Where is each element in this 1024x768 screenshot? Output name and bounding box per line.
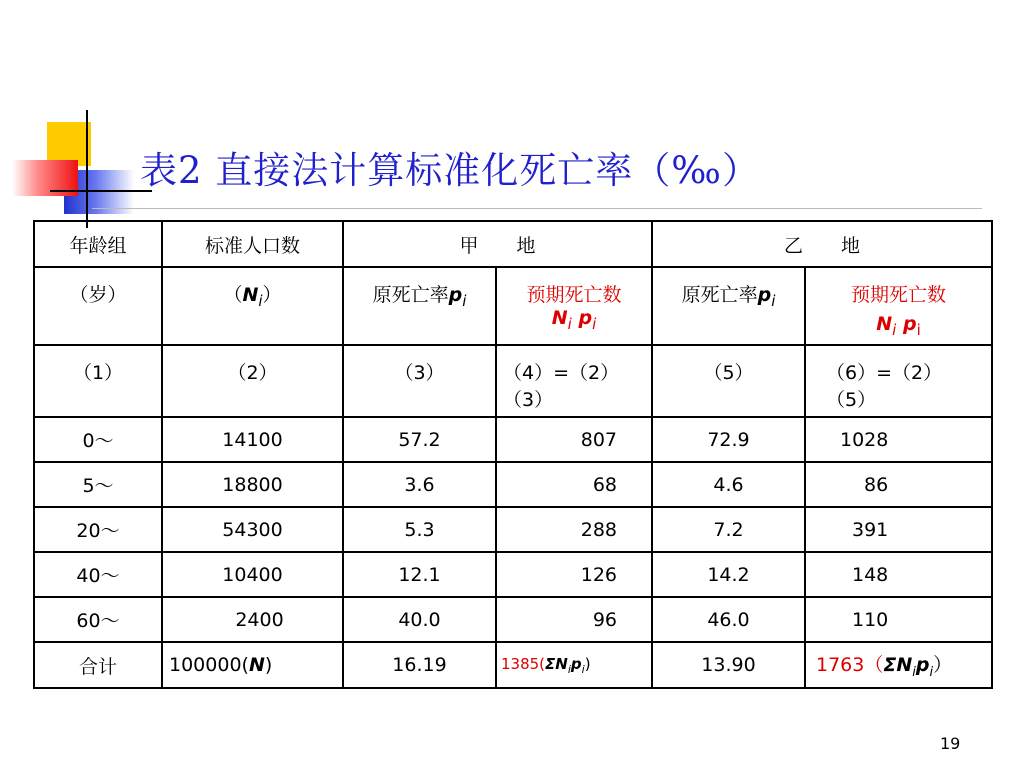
total-a-exp: $1385(\Sigma N_ip_i)$ [496,642,652,688]
paren-close: ） [262,284,282,306]
table-row [34,507,992,552]
a-exp-cell: 68 [496,462,652,507]
table-row [34,597,992,642]
a-exp-cell: 126 [496,552,652,597]
total-b-exp: $1763(\Sigma N_ip_i)$ [805,642,992,688]
b-exp-cell: 110 [805,597,992,642]
header-std-pop-symbol [162,267,343,345]
pop-cell: 18800 [162,462,343,507]
total-b-rate: 13.90 [652,642,805,688]
age-cell: 40～ [34,552,162,597]
total-a-rate: 16.19 [343,642,496,688]
col-index-6: （6）=（2） （5） [805,345,992,417]
b-rate-cell: 46.0 [652,597,805,642]
a-rate-sub: i [462,291,467,310]
a-expected-formula: $N_i$ $p_i$ [551,307,597,333]
pop-cell: 2400 [162,597,343,642]
table-row [34,462,992,507]
b-rate-cell: 14.2 [652,552,805,597]
header-std-pop: 标准人口数 [162,221,343,267]
header-a-expected [496,267,652,345]
header-age-group: 年龄组 [34,221,162,267]
pop-cell: 54300 [162,507,343,552]
standardization-table [33,220,993,689]
b-exp-cell: 86 [805,462,992,507]
col-index-3: （3） [343,345,496,417]
header-a-rate [343,267,496,345]
pop-cell: 10400 [162,552,343,597]
a-rate-cell: 12.1 [343,552,496,597]
a-exp-cell: 807 [496,417,652,462]
a-expected-label: 预期死亡数 [526,284,622,306]
total-row [34,642,992,688]
header-b-expected [805,267,992,345]
age-cell: 0～ [34,417,162,462]
a-rate-cell: 57.2 [343,417,496,462]
b-rate-label: 原死亡率 [681,284,758,306]
page-number: 19 [940,734,961,753]
col-index-4: （4）=（2） （3） [496,345,652,417]
age-cell: 20～ [34,507,162,552]
b-exp-cell: 148 [805,552,992,597]
paren-open: （ [223,284,243,306]
header-row-3 [34,345,992,417]
total-pop: 100000(N) [162,642,343,688]
b-exp-cell: 391 [805,507,992,552]
b-rate-symbol: p [757,284,772,306]
col-index-2: （2） [162,345,343,417]
a-rate-label: 原死亡率 [372,284,449,306]
age-cell: 5～ [34,462,162,507]
table-row [34,417,992,462]
header-b-rate [652,267,805,345]
header-area-b: 乙 地 [652,221,992,267]
age-cell: 60～ [34,597,162,642]
a-exp-cell: 96 [496,597,652,642]
b-rate-cell: 72.9 [652,417,805,462]
col-index-1: （1） [34,345,162,417]
b-rate-sub: i [771,291,776,310]
slide-title: 表2 直接法计算标准化死亡率（‰） [140,149,760,192]
header-area-a: 甲 地 [343,221,652,267]
col-index-5: （5） [652,345,805,417]
symbol-sub-i: i [258,291,263,310]
a-rate-symbol: p [448,284,463,306]
pop-cell: 14100 [162,417,343,462]
a-exp-cell: 288 [496,507,652,552]
title-divider [92,208,982,209]
decor-vertical-line [86,110,88,228]
header-row-1 [34,221,992,267]
b-expected-label: 预期死亡数 [850,284,946,306]
symbol-n: N [242,284,259,306]
b-expected-formula: $N_i$ $p_i$ [876,313,921,339]
decor-horizontal-line [50,190,152,192]
b-rate-cell: 7.2 [652,507,805,552]
header-row-2 [34,267,992,345]
b-exp-cell: 1028 [805,417,992,462]
total-label: 合计 [34,642,162,688]
b-rate-cell: 4.6 [652,462,805,507]
a-rate-cell: 3.6 [343,462,496,507]
table-row [34,552,992,597]
a-rate-cell: 5.3 [343,507,496,552]
header-age-unit: （岁） [34,267,162,345]
a-rate-cell: 40.0 [343,597,496,642]
